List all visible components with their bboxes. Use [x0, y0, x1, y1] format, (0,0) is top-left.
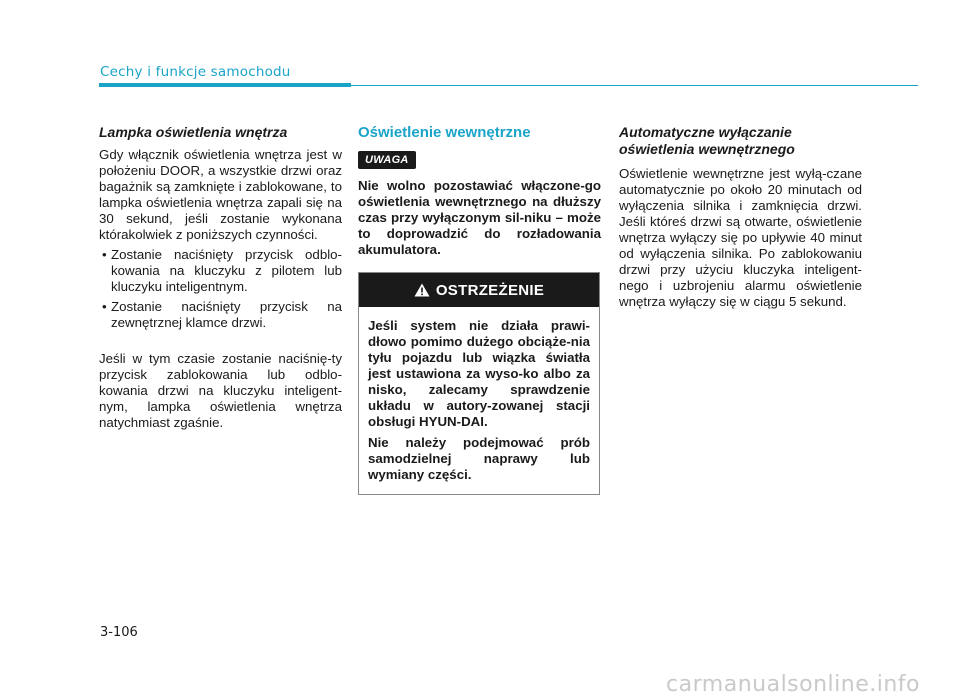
header-rule-thin	[351, 85, 918, 86]
warning-title: OSTRZEŻENIE	[435, 281, 545, 299]
column-interior-lighting	[358, 124, 601, 495]
warning-box	[358, 272, 600, 495]
warning-body	[359, 307, 599, 494]
auto-off-heading: Automatyczne wyłączanie oświetlenia wewnętrznego	[619, 124, 795, 157]
list-item: • Zostanie naciśnięty przycisk odblo-kowania na kluczyku z pilotem lub kluczyku inteligentnym.	[99, 247, 342, 295]
interior-lighting-heading: Oświetlenie wewnętrzne	[358, 124, 531, 141]
warning-triangle-icon	[414, 283, 430, 297]
interior-lamp-intro: Gdy włącznik oświetlenia wnętrza jest w położeniu DOOR, a wszystkie drzwi oraz bagażnik są zamknięte i zablokowane, to lampka oświetlenia wnętrza zapali się na 30 sekund, jeśli zostanie wykonana którakolwiek z poniższych czynności.	[99, 147, 342, 242]
warning-paragraph: Nie należy podejmować prób samodzielnej naprawy lub wymiany części.	[368, 435, 590, 482]
column-interior-lamp	[99, 124, 342, 431]
list-item: • Zostanie naciśnięty przycisk na zewnętrznej klamce drzwi.	[99, 299, 342, 331]
page-number: 3-106	[100, 625, 138, 640]
watermark: carmanualsonline.info	[666, 672, 920, 697]
header-rule-thick	[99, 83, 351, 87]
note-badge: UWAGA	[358, 151, 416, 169]
section-title: Cechy i funkcje samochodu	[100, 64, 291, 80]
column-auto-off	[619, 124, 862, 310]
warning-header	[359, 273, 599, 307]
auto-off-text: Oświetlenie wewnętrzne jest wyłą-czane automatycznie po około 20 minutach od wyłączenia silnika i zamknięcia drzwi. Jeśli któreś drzwi są otwarte, oświetlenie wnętrza wyłączy się po upływie 40 minut od wyłączenia silnika. Po zablokowaniu drzwi przy użyciu kluczyka inteligent-nego i uzbrojeniu alarmu oświetlenie wnętrza wyłączy się w ciągu 5 sekund.	[619, 166, 862, 309]
warning-paragraph: Jeśli system nie działa prawi-dłowo pomimo dużego obciąże-nia tyłu pojazdu lub wiązka światła jest ustawiona za wyso-ko albo za nisko, zalecamy sprawdzenie układu w autory-zowanej stacji obsługi HYUN-DAI.	[368, 318, 590, 429]
interior-lamp-heading: Lampka oświetlenia wnętrza	[99, 124, 288, 140]
note-text: Nie wolno pozostawiać włączone-go oświetlenia wewnętrznego na dłuższy czas przy wyłączonym sil-niku – może to doprowadzić do rozładowania akumulatora.	[358, 178, 601, 257]
interior-lamp-outro: Jeśli w tym czasie zostanie naciśnię-ty przycisk zablokowania lub odblo-kowania drzwi na kluczyku inteligent-nym, lampka oświetlenia wnętrza natychmiast zgaśnie.	[99, 351, 342, 430]
